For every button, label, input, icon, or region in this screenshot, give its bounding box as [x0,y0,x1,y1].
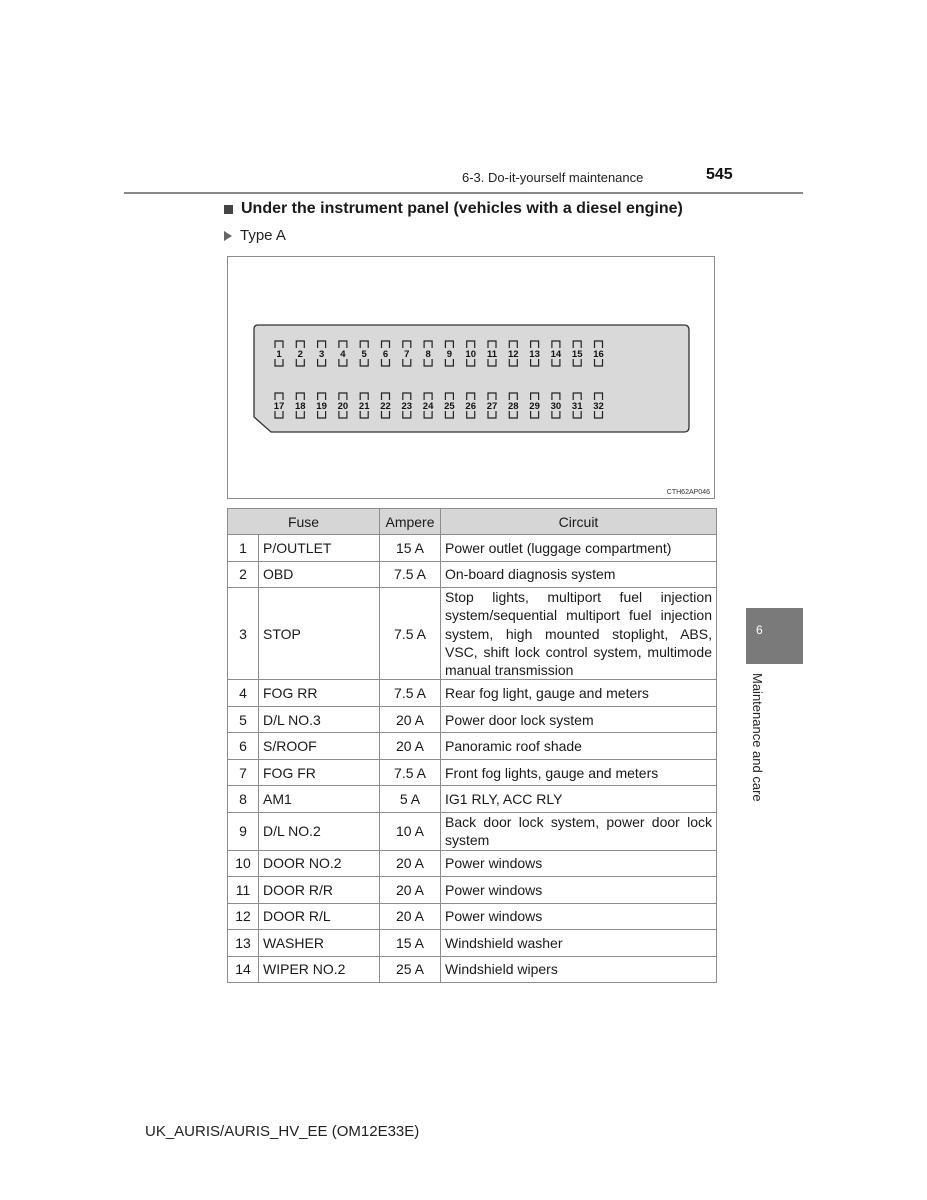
table-row [228,877,717,904]
fuse-slot-number: 15 [571,349,583,360]
fuse-name: D/L NO.2 [259,812,380,850]
fuse-slot-number: 32 [593,401,604,412]
fuse-ampere: 7.5 A [380,588,441,680]
fuse-circuit: Power outlet (luggage compartment) [441,535,717,562]
fuse-number: 1 [228,535,259,562]
fuse-slot-number: 6 [382,349,389,360]
triangle-bullet-icon [224,231,232,241]
fuse-circuit: Power windows [441,877,717,904]
page-number: 545 [706,166,733,183]
fuse-number: 3 [228,588,259,680]
fuse-ampere: 5 A [380,786,441,813]
header-ampere: Ampere [380,509,441,535]
header-circuit: Circuit [441,509,717,535]
subheading-text: Type A [240,227,286,244]
fuse-number: 4 [228,680,259,707]
fuse-ampere: 15 A [380,535,441,562]
fuse-slot-number: 30 [550,401,562,412]
fuse-ampere: 10 A [380,812,441,850]
fuse-box-illustration [228,257,714,498]
fuse-name: DOOR NO.2 [259,850,380,877]
fuse-slot-number: 16 [593,349,604,360]
fuse-number: 8 [228,786,259,813]
fuse-slot-number: 11 [486,349,498,360]
fuse-ampere: 20 A [380,903,441,930]
fuse-number: 7 [228,759,259,786]
fuse-slot-number: 31 [571,401,583,412]
table-row [228,812,717,850]
fuse-slot-number: 5 [361,349,367,360]
fuse-ampere: 20 A [380,733,441,760]
fuse-number: 9 [228,812,259,850]
fuse-slot-number: 27 [486,401,498,412]
fuse-slot-number: 22 [380,401,391,412]
fuse-circuit: Stop lights, multiport fuel injection system/sequential multiport fuel injection system, high mounted stoplight, ABS, VSC, shift lock control system, multimode manual transmission [441,588,717,680]
fuse-slot-number: 17 [273,401,285,412]
fuse-slot-number: 25 [444,401,455,412]
table-row [228,561,717,588]
fuse-number: 12 [228,903,259,930]
fuse-name: WASHER [259,930,380,957]
fuse-number: 14 [228,956,259,983]
fuse-name: STOP [259,588,380,680]
fuse-circuit: Front fog lights, gauge and meters [441,759,717,786]
fuse-ampere: 20 A [380,850,441,877]
fuse-circuit: Back door lock system, power door lock system [441,812,717,850]
fuse-slot-number: 3 [318,349,325,360]
fuse-ampere: 7.5 A [380,759,441,786]
fuse-slot-number: 9 [446,349,453,360]
table-row [228,903,717,930]
table-row [228,850,717,877]
fuse-ampere: 7.5 A [380,680,441,707]
fuse-circuit: Windshield washer [441,930,717,957]
fuse-slot-number: 24 [422,401,434,412]
header-fuse: Fuse [228,509,380,535]
fuse-circuit: On-board diagnosis system [441,561,717,588]
table-row [228,706,717,733]
fuse-slot-number: 14 [550,349,562,360]
fuse-name: FOG RR [259,680,380,707]
table-row [228,535,717,562]
fuse-slot-number: 21 [358,401,370,412]
chapter-number: 6 [756,623,763,637]
fuse-circuit: Rear fog light, gauge and meters [441,680,717,707]
table-row [228,759,717,786]
fuse-circuit: Power windows [441,903,717,930]
document-code: UK_AURIS/AURIS_HV_EE (OM12E33E) [145,1123,420,1140]
fuse-ampere: 20 A [380,706,441,733]
fuse-slot-number: 13 [529,349,540,360]
table-row [228,956,717,983]
fuse-ampere: 20 A [380,877,441,904]
fuse-slot-number: 4 [340,349,346,360]
fuse-circuit: Power door lock system [441,706,717,733]
fuse-number: 13 [228,930,259,957]
table-row [228,680,717,707]
fuse-number: 6 [228,733,259,760]
table-row [228,930,717,957]
header-divider [124,192,803,194]
fuse-circuit: IG1 RLY, ACC RLY [441,786,717,813]
subheading [224,227,286,244]
fuse-number: 5 [228,706,259,733]
fuse-table [227,508,717,983]
fuse-slot-number: 28 [508,401,519,412]
fuse-name: FOG FR [259,759,380,786]
fuse-name: WIPER NO.2 [259,956,380,983]
fuse-slot-number: 20 [337,401,349,412]
square-bullet-icon [224,205,233,214]
chapter-tab [746,608,803,664]
fuse-number: 2 [228,561,259,588]
section-title: 6-3. Do-it-yourself maintenance [462,170,644,185]
fuse-number: 10 [228,850,259,877]
fuse-slot-number: 1 [276,349,282,360]
table-row [228,588,717,680]
fuse-slot-number: 23 [401,401,413,412]
fuse-slot-number: 10 [465,349,476,360]
fuse-ampere: 25 A [380,956,441,983]
fuse-slot-number: 8 [425,349,431,360]
fuse-name: DOOR R/L [259,903,380,930]
figure-code: CTH62AP046 [666,489,710,496]
fuse-circuit: Panoramic roof shade [441,733,717,760]
heading-text: Under the instrument panel (vehicles with a diesel engine) [241,200,683,217]
fuse-circuit: Windshield wipers [441,956,717,983]
fuse-slot-number: 26 [465,401,476,412]
fuse-name: S/ROOF [259,733,380,760]
fuse-slot-number: 29 [529,401,540,412]
fuse-name: D/L NO.3 [259,706,380,733]
fuse-number: 11 [228,877,259,904]
fuse-slot-number: 18 [295,401,306,412]
section-heading [224,200,683,218]
fuse-slot-number: 19 [316,401,327,412]
fuse-ampere: 7.5 A [380,561,441,588]
table-row [228,733,717,760]
fuse-name: P/OUTLET [259,535,380,562]
table-header-row [228,509,717,535]
fuse-name: OBD [259,561,380,588]
chapter-label: Maintenance and care [750,673,765,802]
table-row [228,786,717,813]
fuse-slot-number: 7 [404,349,410,360]
fuse-name: AM1 [259,786,380,813]
fuse-slot-number: 12 [508,349,519,360]
fuse-box-diagram [227,256,715,499]
fuse-ampere: 15 A [380,930,441,957]
fuse-circuit: Power windows [441,850,717,877]
fuse-name: DOOR R/R [259,877,380,904]
fuse-slot-number: 2 [297,349,303,360]
